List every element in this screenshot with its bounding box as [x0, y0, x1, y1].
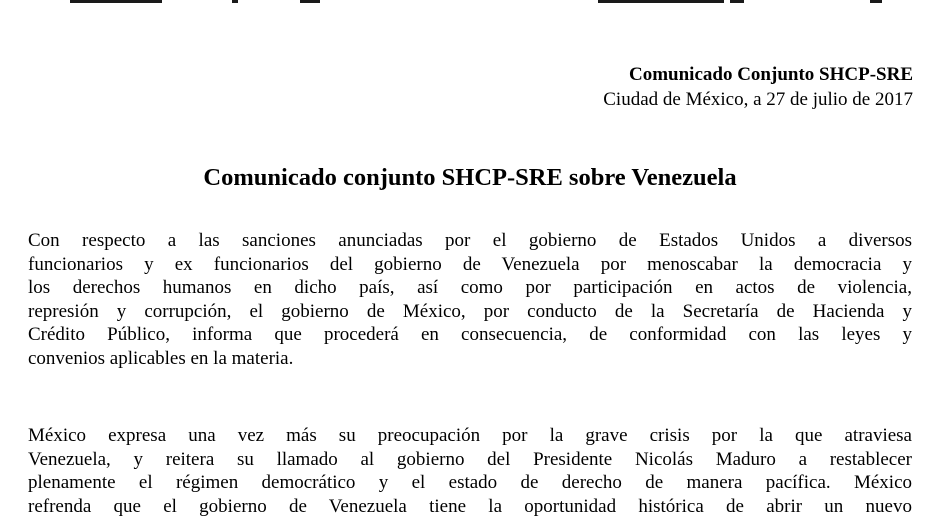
- cropped-previous-text: [0, 0, 940, 6]
- paragraph-sanctions: [28, 229, 912, 370]
- paragraph-line: Venezuela, y reitera su llamado al gobierno del Presidente Nicolás Maduro a restablecer: [28, 448, 912, 470]
- paragraph-line: Crédito Público, informa que procederá en consecuencia, de conformidad con las leyes y: [28, 324, 912, 345]
- communique-code: Comunicado Conjunto SHCP-SRE: [629, 64, 913, 85]
- paragraph-line: represión y corrupción, el gobierno de México, por conducto de la Secretaría de Hacienda y: [28, 300, 912, 322]
- paragraph-line: plenamente el régimen democrático y el estado de derecho de manera pacífica. México: [28, 472, 912, 493]
- document-reference: [603, 62, 913, 112]
- paragraph-line: los derechos humanos en dicho país, así como por participación en actos de violencia,: [28, 277, 912, 298]
- paragraph-line: funcionarios y ex funcionarios del gobierno de Venezuela por menoscabar la democracia y: [28, 253, 912, 275]
- paragraph-line: refrenda que el gobierno de Venezuela tiene la oportunidad histórica de abrir un nuevo: [28, 495, 912, 517]
- paragraph-concern: [28, 424, 912, 518]
- paragraph-line: convenios aplicables en la materia.: [28, 347, 294, 369]
- paragraph-line: Con respecto a las sanciones anunciadas por el gobierno de Estados Unidos a diversos: [28, 230, 912, 251]
- document-title: Comunicado conjunto SHCP-SRE sobre Venezuela: [203, 164, 737, 191]
- place-and-date: Ciudad de México, a 27 de julio de 2017: [603, 89, 913, 110]
- paragraph-line: México expresa una vez más su preocupación por la grave crisis por la que atraviesa: [28, 425, 912, 446]
